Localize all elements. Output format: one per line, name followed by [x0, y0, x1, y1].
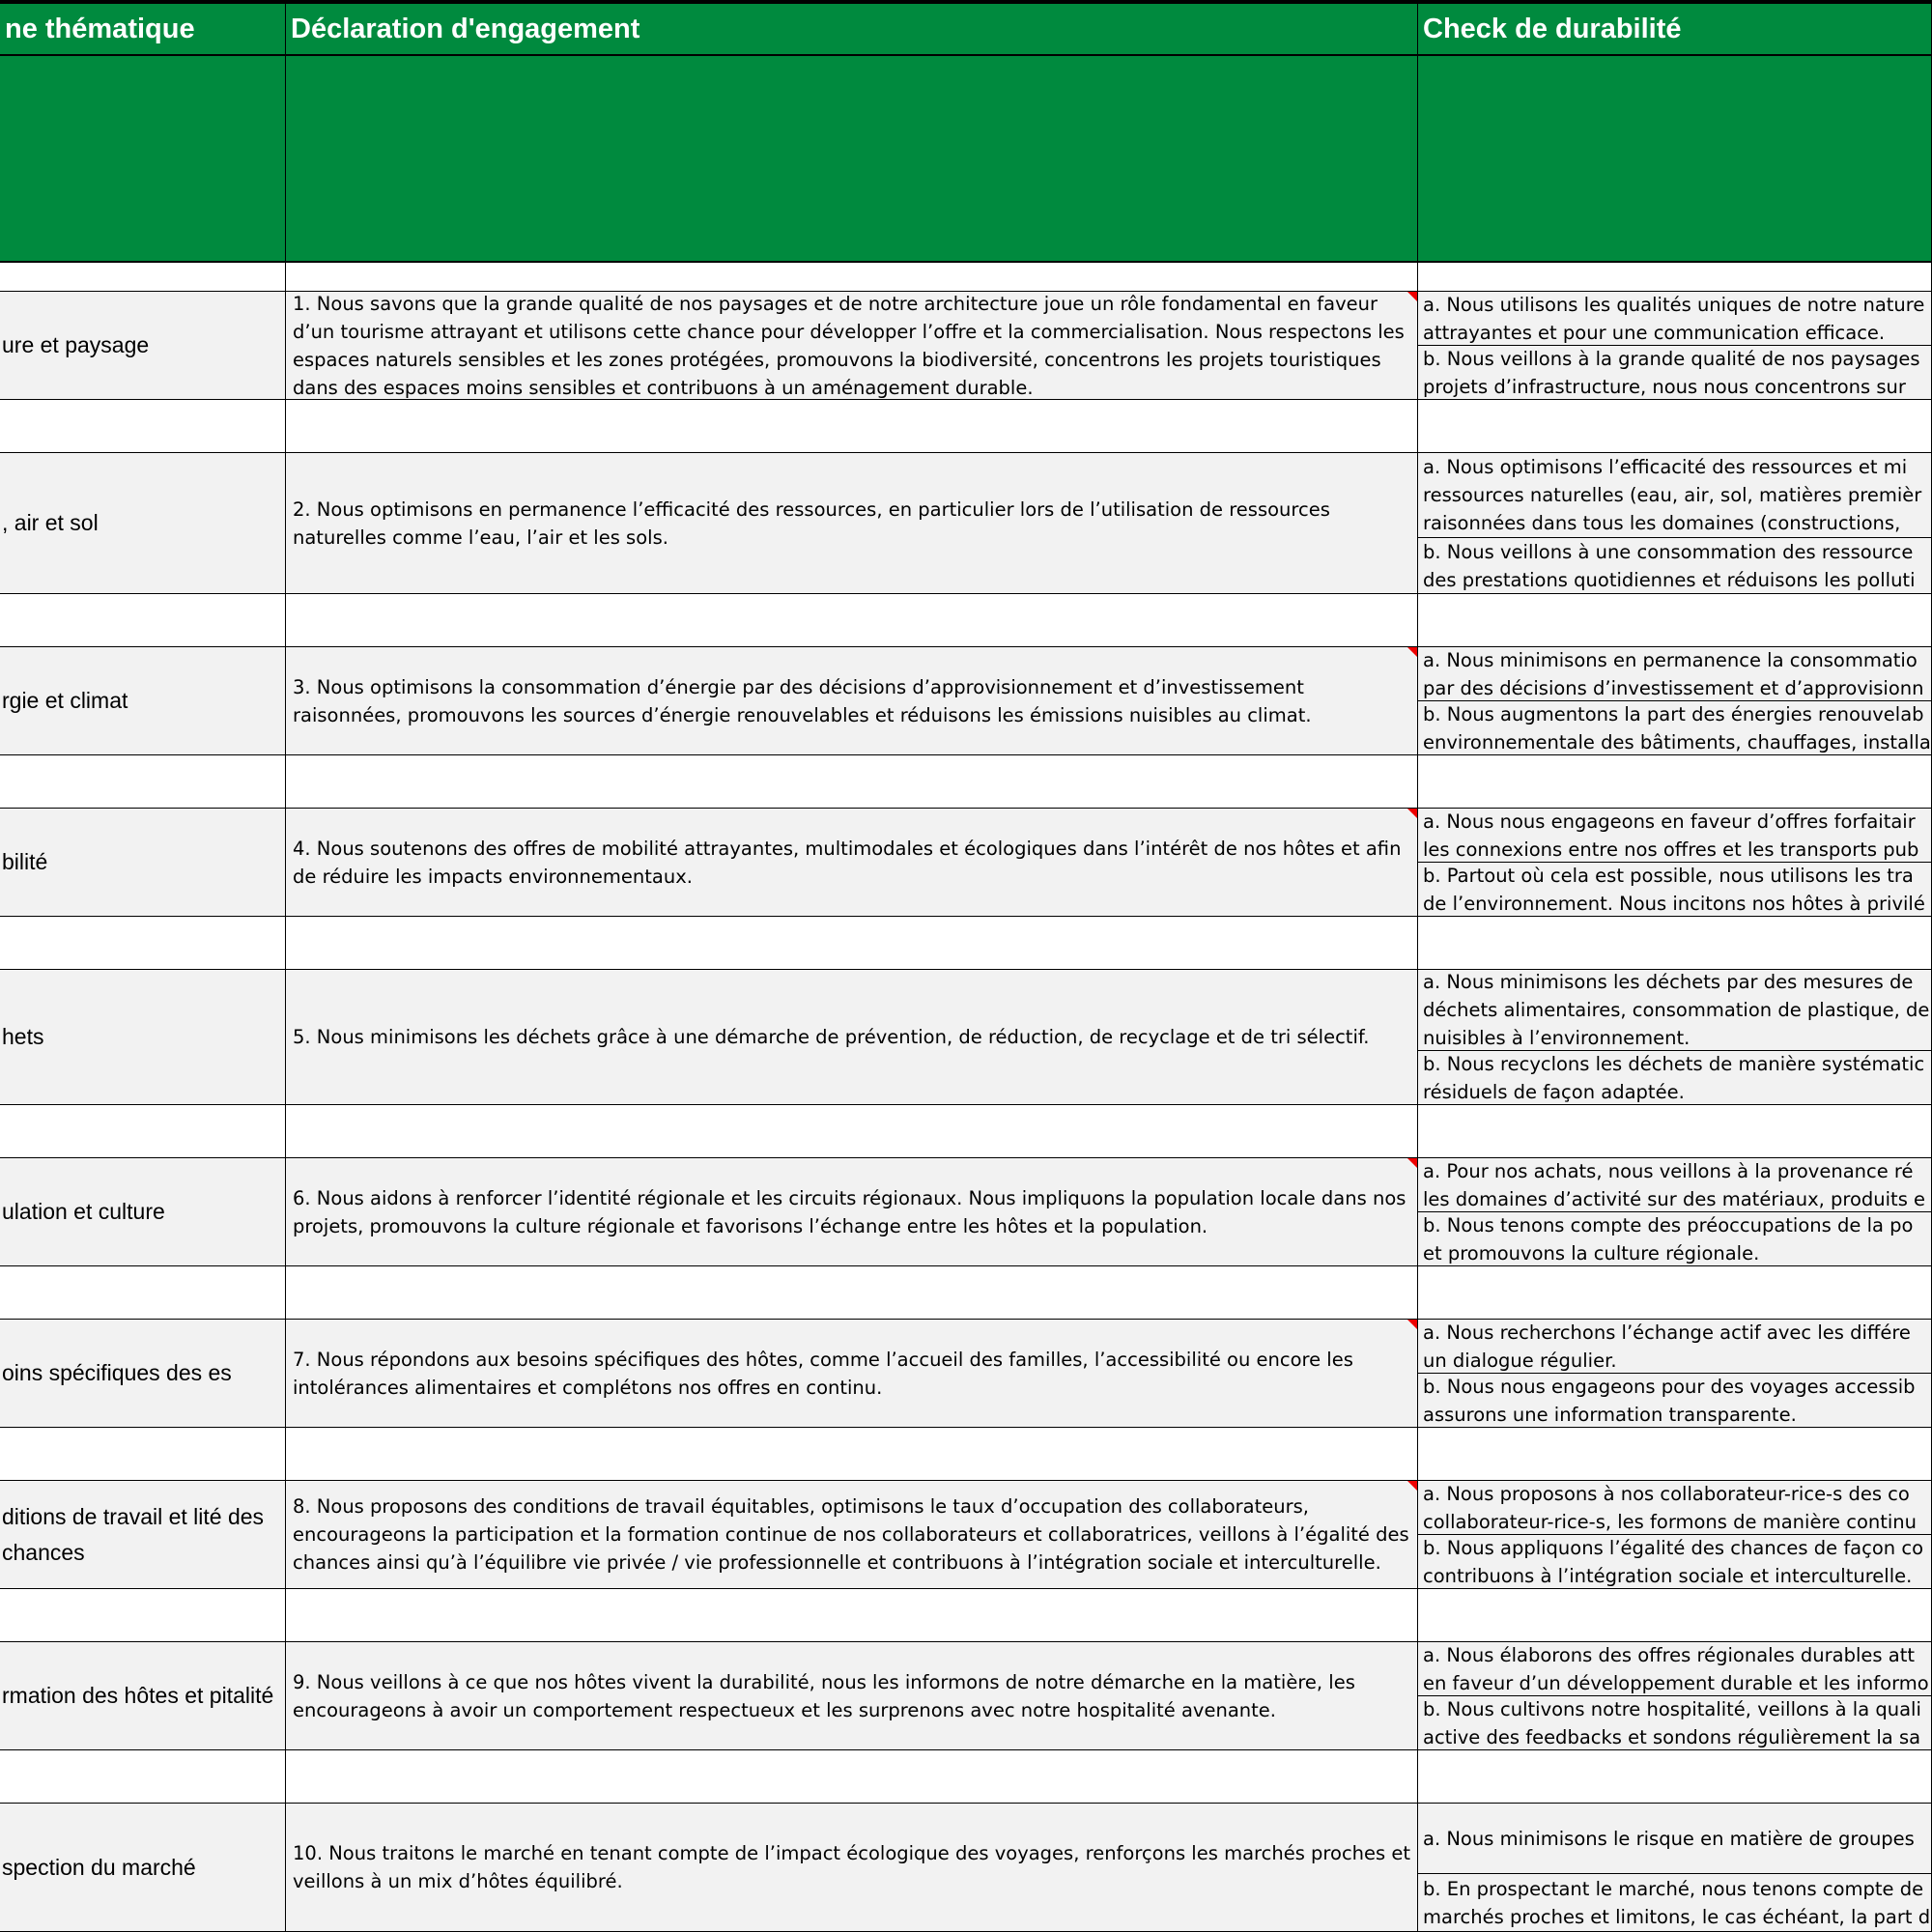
theme-label: ditions de travail et lité des chances — [2, 1503, 265, 1565]
comment-indicator-icon[interactable] — [1407, 809, 1417, 818]
spacer-cell[interactable] — [286, 263, 1418, 292]
col-header-declaration-label: Déclaration d'engagement — [291, 14, 640, 44]
theme-label: ulation et culture — [2, 1199, 165, 1224]
spacer-cell[interactable] — [1418, 263, 1932, 292]
declaration-text: 9. Nous veillons à ce que nos hôtes vivent la durabilité, nous les informons de notre démarche en la matière, les encourageons à avoir un comportement respectueux et les surprenons avec notre hospitalité avenante. — [293, 1670, 1355, 1721]
check-item-b[interactable] — [1418, 1874, 1931, 1932]
check-item-a[interactable] — [1418, 453, 1931, 538]
theme-cell[interactable] — [0, 647, 286, 755]
check-item-b-text: b. Partout où cela est possible, nous utilisons les tra de l’environnement. Nous incitons nos hôtes à privilé — [1423, 865, 1925, 915]
check-item-a-text: a. Pour nos achats, nous veillons à la provenance ré les domaines d’activité sur des matériaux, produits e — [1423, 1159, 1926, 1210]
check-item-b-text: b. En prospectant le marché, nous tenons compte de marchés proches et limitons, le cas échéant, la part d — [1423, 1878, 1931, 1928]
spacer-cell[interactable] — [286, 400, 1418, 453]
spacer-cell[interactable] — [1418, 594, 1932, 647]
check-cell[interactable] — [1418, 453, 1932, 594]
declaration-cell[interactable] — [286, 809, 1418, 917]
theme-cell[interactable] — [0, 292, 286, 400]
spacer-cell[interactable] — [286, 1428, 1418, 1481]
check-cell[interactable] — [1418, 1642, 1932, 1750]
check-item-a-text: a. Nous nous engageons en faveur d’offres forfaitair les connexions entre nos offres et les transports pub — [1423, 810, 1919, 861]
spacer-cell[interactable] — [0, 594, 286, 647]
spacer-cell[interactable] — [0, 1589, 286, 1642]
declaration-text: 5. Nous minimisons les déchets grâce à une démarche de prévention, de réduction, de recyclage et de tri sélectif. — [293, 1026, 1370, 1048]
spacer-cell[interactable] — [0, 917, 286, 970]
check-item-b[interactable] — [1418, 1696, 1931, 1750]
comment-indicator-icon[interactable] — [1407, 647, 1417, 657]
theme-label: bilité — [2, 849, 48, 874]
declaration-text: 10. Nous traitons le marché en tenant compte de l’impact écologique des voyages, renforçons les marchés proches et veillons à un mix d’hôtes équilibré. — [293, 1842, 1411, 1892]
spacer-cell[interactable] — [0, 1266, 286, 1320]
spacer-cell[interactable] — [1418, 1589, 1932, 1642]
check-item-a-text: a. Nous minimisons le risque en matière de groupes — [1423, 1827, 1915, 1850]
declaration-cell[interactable] — [286, 1804, 1418, 1932]
spacer-cell[interactable] — [286, 1589, 1418, 1642]
theme-cell[interactable] — [0, 970, 286, 1105]
theme-label: , air et sol — [2, 510, 99, 535]
spacer-cell[interactable] — [0, 755, 286, 809]
check-item-a-text: a. Nous utilisons les qualités uniques de notre nature attrayantes et pour une communication efficace. — [1423, 293, 1925, 344]
check-item-a[interactable] — [1418, 1804, 1931, 1874]
check-item-b[interactable] — [1418, 701, 1931, 755]
check-item-a-text: a. Nous recherchons l’échange actif avec les différe un dialogue régulier. — [1423, 1321, 1911, 1372]
spacer-cell[interactable] — [1418, 1105, 1932, 1158]
theme-cell[interactable] — [0, 1642, 286, 1750]
col-header-check[interactable] — [1418, 4, 1932, 56]
spacer-cell[interactable] — [286, 594, 1418, 647]
spacer-cell[interactable] — [0, 1750, 286, 1804]
declaration-cell[interactable] — [286, 1481, 1418, 1589]
check-cell[interactable] — [1418, 647, 1932, 755]
check-item-a[interactable] — [1418, 1481, 1931, 1535]
comment-indicator-icon[interactable] — [1407, 1158, 1417, 1168]
spacer-cell[interactable] — [0, 1428, 286, 1481]
check-item-a[interactable] — [1418, 1642, 1931, 1696]
declaration-text: 7. Nous répondons aux besoins spécifiques des hôtes, comme l’accueil des familles, l’accessibilité ou encore les intolérances alimentaires et complétons nos offres en continu. — [293, 1348, 1353, 1399]
comment-indicator-icon[interactable] — [1407, 1481, 1417, 1491]
spacer-cell[interactable] — [1418, 755, 1932, 809]
col-header-check-label: Check de durabilité — [1423, 14, 1682, 44]
theme-label: rgie et climat — [2, 688, 128, 713]
spacer-cell[interactable] — [0, 400, 286, 453]
declaration-text: 8. Nous proposons des conditions de travail équitables, optimisons le taux d’occupation des collaborateurs, encourageons la participation et la formation continue de nos collaborateurs et collaboratrices, veillons à l’égalité des chances ainsi qu’à l’équilibre vie privée / vie professionnelle et contribuons à l’intégration sociale et interculturelle. — [293, 1495, 1409, 1574]
check-item-a[interactable] — [1418, 647, 1931, 701]
check-cell[interactable] — [1418, 1481, 1932, 1589]
declaration-cell[interactable] — [286, 1642, 1418, 1750]
theme-label: hets — [2, 1024, 44, 1049]
check-item-a-text: a. Nous optimisons l’efficacité des ressources et mi ressources naturelles (eau, air, sol, matières premièr raisonnées dans tous les domaines (constructions, — [1423, 456, 1922, 534]
check-item-b[interactable] — [1418, 346, 1931, 400]
check-item-a[interactable] — [1418, 809, 1931, 863]
check-cell[interactable] — [1418, 970, 1932, 1105]
declaration-cell[interactable] — [286, 647, 1418, 755]
declaration-text: 1. Nous savons que la grande qualité de nos paysages et de notre architecture joue un rôle fondamental en faveur d’un tourisme attrayant et utilisons cette chance pour développer l’offre et la commercialisation. Nous respectons les espaces naturels sensibles et les zones protégées, promouvons la biodiversité, concentrons les projets touristiques dans des espaces moins sensibles et contribuons à un aménagement durable. — [293, 292, 1405, 399]
declaration-cell[interactable] — [286, 453, 1418, 594]
theme-cell[interactable] — [0, 1158, 286, 1266]
check-item-a-text: a. Nous minimisons en permanence la consommatio par des décisions d’investissement et d’approvisionn — [1423, 648, 1924, 699]
check-item-a[interactable] — [1418, 1158, 1931, 1212]
check-cell[interactable] — [1418, 1804, 1932, 1932]
spacer-cell[interactable] — [0, 1105, 286, 1158]
check-item-b-text: b. Nous veillons à la grande qualité de nos paysages projets d’infrastructure, nous nous concentrons sur — [1423, 348, 1920, 398]
col-header-theme[interactable] — [0, 4, 286, 56]
col-header-declaration[interactable] — [286, 4, 1418, 56]
theme-label: rmation des hôtes et pitalité — [2, 1683, 274, 1708]
check-item-b[interactable] — [1418, 1051, 1931, 1105]
check-cell[interactable] — [1418, 1320, 1932, 1428]
theme-cell[interactable] — [0, 1481, 286, 1589]
declaration-text: 3. Nous optimisons la consommation d’énergie par des décisions d’approvisionnement et d’investissement raisonnées, promouvons les sources d’énergie renouvelables et réduisons les émissions nuisibles au climat. — [293, 675, 1312, 726]
check-item-b-text: b. Nous augmentons la part des énergies renouvelab environnementale des bâtiments, chauffages, installa — [1423, 703, 1931, 753]
check-item-a-text: a. Nous élaborons des offres régionales durables att en faveur d’un développement durable et les informo — [1423, 1643, 1929, 1694]
theme-cell[interactable] — [0, 453, 286, 594]
check-item-b[interactable] — [1418, 1212, 1931, 1266]
declaration-text: 4. Nous soutenons des offres de mobilité attrayantes, multimodales et écologiques dans l’intérêt de nos hôtes et afin de réduire les impacts environnementaux. — [293, 837, 1402, 888]
spacer-cell[interactable] — [1418, 400, 1932, 453]
spacer-cell[interactable] — [286, 755, 1418, 809]
spacer-cell[interactable] — [286, 1750, 1418, 1804]
check-item-b-text: b. Nous tenons compte des préoccupations de la po et promouvons la culture régionale. — [1423, 1214, 1914, 1264]
check-item-b[interactable] — [1418, 538, 1931, 594]
header-band-theme[interactable] — [0, 56, 286, 263]
theme-cell[interactable] — [0, 1320, 286, 1428]
check-item-b-text: b. Nous appliquons l’égalité des chances de façon co contribuons à l’intégration sociale et interculturelle. — [1423, 1537, 1923, 1587]
check-item-b-text: b. Nous recyclons les déchets de manière systématic résiduels de façon adaptée. — [1423, 1053, 1925, 1103]
spacer-cell[interactable] — [1418, 917, 1932, 970]
col-header-theme-label: ne thématique — [5, 14, 195, 44]
spacer-cell[interactable] — [1418, 1266, 1932, 1320]
check-item-a[interactable] — [1418, 292, 1931, 346]
check-item-b-text: b. Nous veillons à une consommation des ressource des prestations quotidiennes et réduisons les polluti — [1423, 541, 1916, 591]
declaration-cell[interactable] — [286, 1320, 1418, 1428]
check-item-b-text: b. Nous cultivons notre hospitalité, veillons à la quali active des feedbacks et sondons régulièrement la sa — [1423, 1698, 1921, 1748]
declaration-cell[interactable] — [286, 1158, 1418, 1266]
spacer-cell[interactable] — [286, 917, 1418, 970]
theme-label: ure et paysage — [2, 332, 150, 357]
comment-indicator-icon[interactable] — [1407, 292, 1417, 301]
theme-cell[interactable] — [0, 809, 286, 917]
check-cell[interactable] — [1418, 292, 1932, 400]
check-cell[interactable] — [1418, 1158, 1932, 1266]
check-item-b[interactable] — [1418, 863, 1931, 917]
check-item-b[interactable] — [1418, 1535, 1931, 1589]
check-item-b[interactable] — [1418, 1374, 1931, 1428]
theme-cell[interactable] — [0, 1804, 286, 1932]
spacer-cell[interactable] — [1418, 1428, 1932, 1481]
check-item-b-text: b. Nous nous engageons pour des voyages accessib assurons une information transparente. — [1423, 1376, 1916, 1426]
spacer-cell[interactable] — [286, 1266, 1418, 1320]
header-band-check[interactable] — [1418, 56, 1932, 263]
spacer-cell[interactable] — [0, 263, 286, 292]
check-cell[interactable] — [1418, 809, 1932, 917]
check-item-a-text: a. Nous proposons à nos collaborateur-rice-s des co collaborateur-rice-s, les formons de manière continu — [1423, 1482, 1918, 1533]
check-item-a[interactable] — [1418, 1320, 1931, 1374]
declaration-text: 2. Nous optimisons en permanence l’efficacité des ressources, en particulier lors de l’utilisation de ressources naturelles comme l’eau, l’air et les sols. — [293, 497, 1330, 549]
header-band-declaration[interactable] — [286, 56, 1418, 263]
spacer-cell[interactable] — [286, 1105, 1418, 1158]
spacer-cell[interactable] — [1418, 1750, 1932, 1804]
comment-indicator-icon[interactable] — [1407, 1320, 1417, 1329]
check-item-a[interactable] — [1418, 970, 1931, 1051]
declaration-text: 6. Nous aidons à renforcer l’identité régionale et les circuits régionaux. Nous impliquons la population locale dans nos projets, promouvons la culture régionale et favorisons l’échange entre les hôtes et la population. — [293, 1186, 1406, 1237]
declaration-cell[interactable] — [286, 292, 1418, 400]
theme-label: spection du marché — [2, 1854, 196, 1880]
declaration-cell[interactable] — [286, 970, 1418, 1105]
theme-label: oins spécifiques des es — [2, 1360, 232, 1385]
check-item-a-text: a. Nous minimisons les déchets par des mesures de déchets alimentaires, consommation de plastique, de nuisibles à l’environnement. — [1423, 971, 1930, 1049]
